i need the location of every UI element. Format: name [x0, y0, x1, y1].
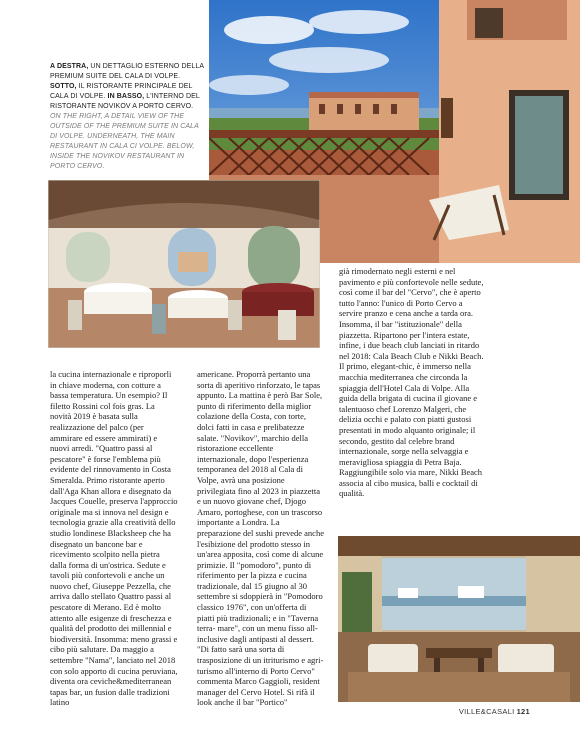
caption-italian: [50, 62, 206, 112]
article-column-3-text: già rimodernato negli esterni e nel pavimento e più confortevole nelle sedute, così come il bar del "Cervo", che è aperto tutto l'anno: l'unico di Porto Cervo a servire pranzo e cena anche a tarda ora. Insomma, il bar "istituzionale" della piazzetta. Ripartono per l'intera estate, infine, i due beach club lanciati in ritardo nel 2018: Cala Beach Club e Nikki Beach. Il primo, elegant-chic, è immerso nella macchia mediterranea che circonda la spiaggia dell'Hotel Cala di Volpe. Alla guida della brigata di cucina il giovane e talentuoso chef Lorenzo Malgeri, che delizia occhi e palato con piatti gustosi presentati in modo alquanto originale; il secondo, gestito dal celebre brand internazionale, sorge nella selvaggia e meravigliosa spiaggia di Petra Baja. Raggiungibile solo via mare, Nikki Beach associa al cibo musica, balli e cocktail di qualità.: [339, 266, 484, 499]
article-column-2: [197, 369, 325, 708]
article-column-3: [339, 266, 485, 499]
page-footer: [459, 707, 530, 716]
photo-caption: [50, 62, 206, 172]
caption-label-below: SOTTO,: [50, 83, 77, 90]
article-column-1-text: la cucina internazionale e riproporli in chiave moderna, con cotture a bassa temperatura. Un esempio? Il filetto Rossini col fois gras. La novità 2019 è basata sulla realizzazione del palco (per ammirare ed essere ammirati) e nuovi arredi. "Quattro passi al pescatore" è forse l'emblema più evidente del rinnovamento in Costa Smeralda. Primo ristorante aperto dall'Aga Khan allora e disegnato da Jacques Couelle, preserva l'approccio originale ma si innova nel design e tecnologia grazie alla creatività dello studio londinese Blacksheep che ha disegnato un bancone bar e ricevimento scolpito nella pietra dalla forma di un'ostrica. Sedute e tavoli più confortevoli e anche un nuovo chef, Giuseppe Pezzella, che arriva dallo stellato Quattro passi al pescatore di Merano. Ed è molto attento alle esigenze di freschezza e qualità del prodotto dei millennial e biodiversità. Insomma: meno grassi e cibo più salutare. Da maggio a settembre "Nama", lanciato nel 2018 con solo apporto di cucina peruviana, diventa ora ceviche&mediterranean tapas bar, un fusion dalle tradizioni latino: [50, 369, 178, 708]
photo-main-restaurant: [48, 180, 320, 348]
caption-label-bottom: IN BASSO,: [107, 93, 145, 100]
photo-novikov-interior: [338, 536, 580, 702]
page-number: 121: [516, 707, 530, 716]
article-column-2-text: americane. Proporrà pertanto una sorta di aperitivo rinforzato, le tapas appunto. La mattina è però Bar Sole, punto di riferimento della miglior colazione della Costa, con torte, dolci fatti in casa e prelibatezze salate. "Novikov", marchio della ristorazione eccellente internazionale, dopo l'esperienza temporanea del 2018 al Cala di Volpe, avrà una posizione privilegiata fino al 2023 in piazzetta e un nuovo giovane chef, Djogo Amaro, portoghese, con un trascorso importante a Londra. La preparazione del sushi prevede anche l'esibizione del prodotto stesso in un'area apposita, così come di alcune primizie. Il "pomodoro", punto di riferimento per la pizza e cucina tradizionale, dal 15 giugno al 30 settembre si sdoppierà in "Pomodoro classico 1976", con un'offerta di piatti più tradizionali; e in "Taverna terra- mare", con un menu fisso all-inclusive dagli antipasti al dessert. "Di fatto sarà una sorta di trasposizione di un itriturismo e agri-turismo all'interno di Porto Cervo" commenta Marco Gaggioli, resident manager del Cervo Hotel. Si rifà il look anche il bar "Portico": [197, 369, 324, 708]
caption-text-below: IL RISTORANTE PRINCIPALE DEL CALA DI VOLPE.: [50, 83, 193, 100]
article-column-1: [50, 369, 178, 708]
caption-label-right: A DESTRA,: [50, 63, 89, 70]
caption-text-bottom: L'INTERNO DEL RISTORANTE NOVIKOV A PORTO CERVO.: [50, 93, 200, 110]
caption-english: ON THE RIGHT, A DETAIL VIEW OF THE OUTSIDE OF THE PREMIUM SUITE IN CALA DI VOLPE. UNDERNEATH, THE MAIN RESTAURANT IN CALA CI VOLPE. BELOW, INSIDE THE NOVIKOV RESTAURANT IN PORTO CERVO.: [50, 113, 199, 170]
magazine-name: VILLE&CASALI: [458, 707, 515, 716]
caption-text-right: UN DETTAGLIO ESTERNO DELLA PREMIUM SUITE DEL CALA DI VOLPE.: [50, 63, 204, 80]
